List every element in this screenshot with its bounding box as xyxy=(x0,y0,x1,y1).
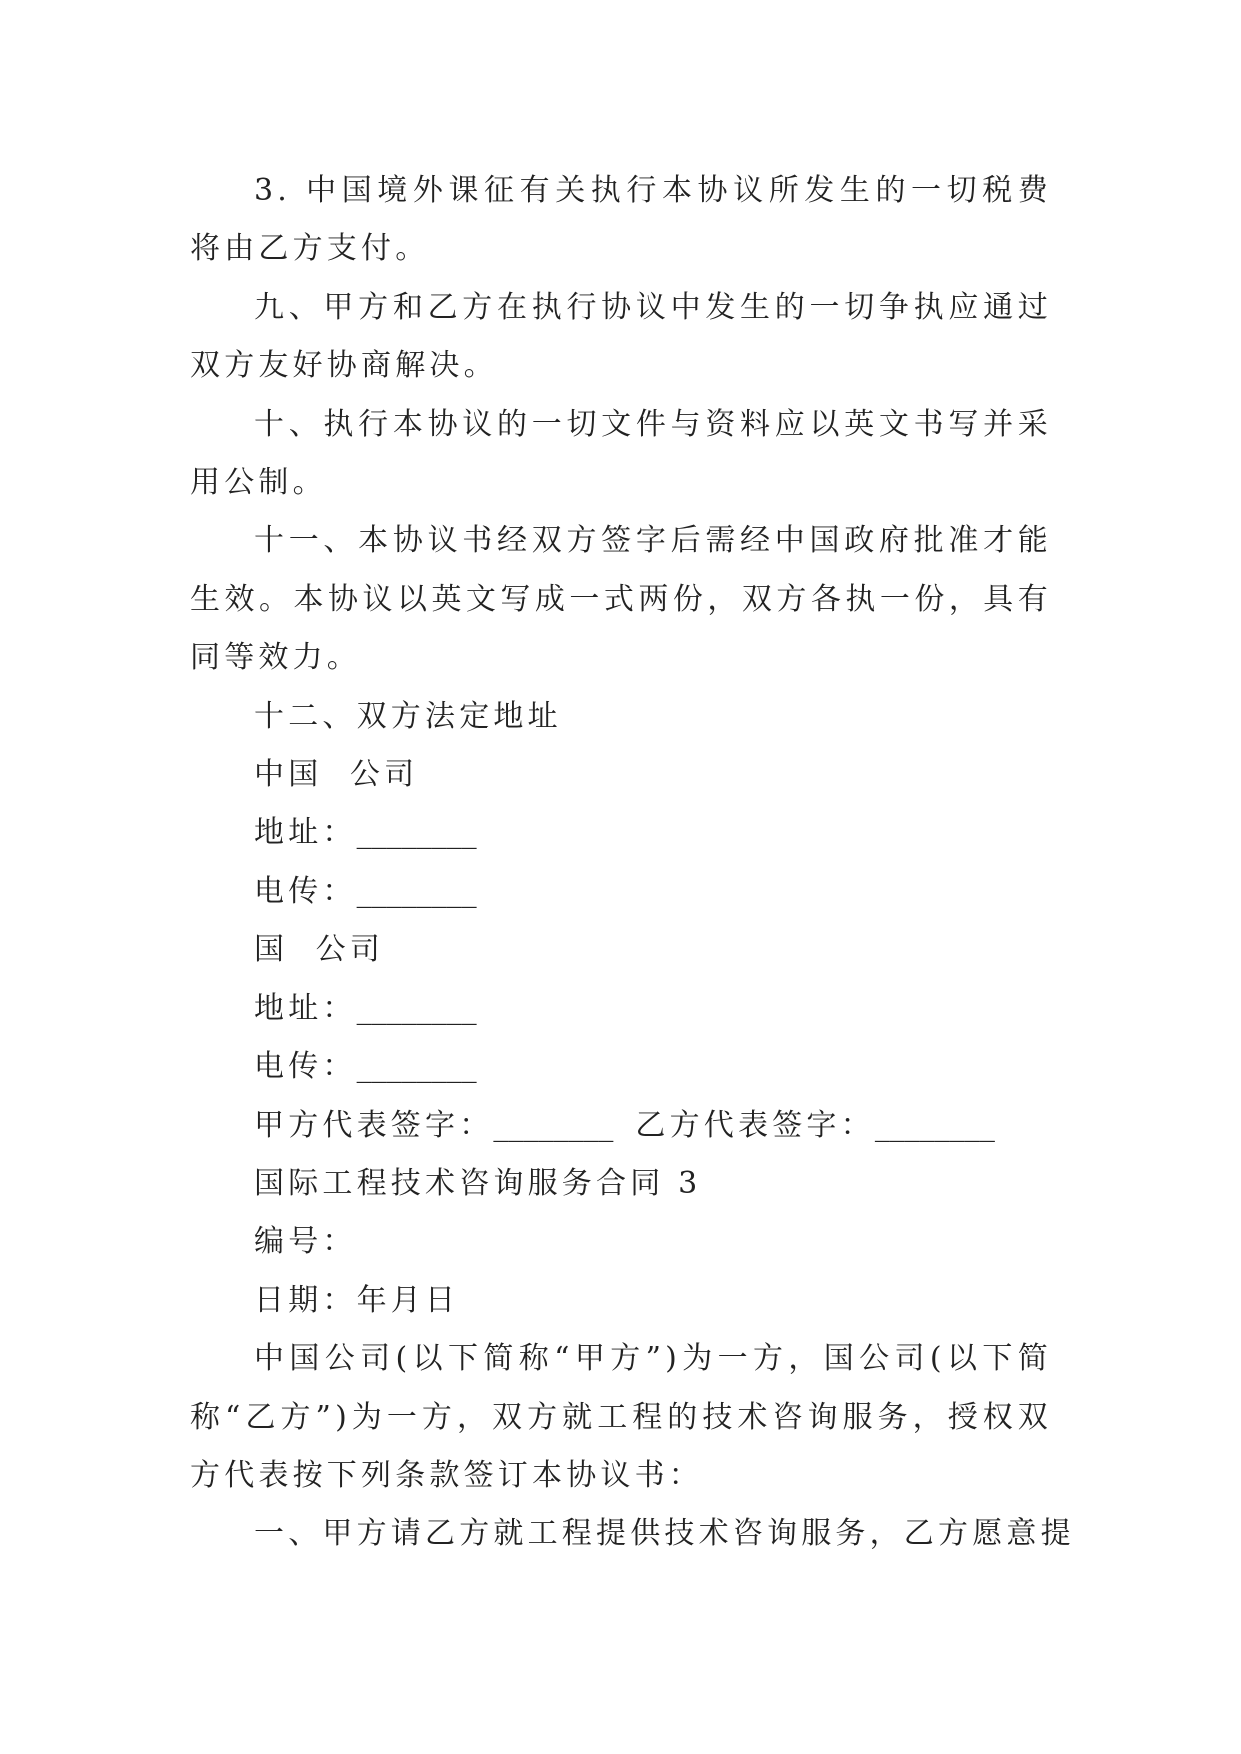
party-a-signature-blank: ________ xyxy=(493,1107,614,1143)
party-b-address-blank: ________ xyxy=(356,990,477,1026)
party-a-address-blank: ________ xyxy=(356,815,477,851)
party-b-telex-label: 电传： xyxy=(254,1049,357,1085)
contract-title: 国际工程技术咨询服务合同 3 xyxy=(254,1165,702,1201)
paragraph-disputes: 九、甲方和乙方在执行协议中发生的一切争执应通过双方友好协商解决。 xyxy=(190,289,1052,384)
party-a-telex-label: 电传： xyxy=(254,873,357,909)
party-a-telex-blank: ________ xyxy=(356,873,477,909)
paragraph-effectiveness: 十一、本协议书经双方签字后需经中国政府批准才能生效。本协议以英文写成一式两份，双方各执一份，具有同等效力。 xyxy=(190,523,1052,676)
party-a-address-line xyxy=(190,804,1052,862)
contract-number: 编号： xyxy=(254,1224,357,1260)
contract-intro: 中国公司(以下简称“甲方”)为一方，国公司(以下简称“乙方”)为一方，双方就工程的技术咨询服务，授权双方代表按下列条款签订本协议书： xyxy=(190,1341,1052,1493)
addresses-heading: 十二、双方法定地址 xyxy=(254,698,562,734)
party-a-address-label: 地址： xyxy=(254,815,357,851)
document-page xyxy=(190,162,1075,1564)
party-a-signature-label: 甲方代表签字： xyxy=(254,1107,494,1143)
party-a-telex-line xyxy=(190,863,1052,921)
party-b-signature-label: 乙方代表签字： xyxy=(635,1107,875,1143)
paragraph-language: 十、执行本协议的一切文件与资料应以英文书写并采用公制。 xyxy=(190,406,1052,501)
party-b-address-label: 地址： xyxy=(254,990,357,1026)
paragraph-tax: 3. 中国境外课征有关执行本协议所发生的一切税费将由乙方支付。 xyxy=(190,173,1052,267)
party-b-signature-blank: ________ xyxy=(874,1107,995,1143)
party-b-company: 国 公司 xyxy=(254,932,385,968)
party-b-telex-line xyxy=(190,1038,1052,1096)
party-b-telex-blank: ________ xyxy=(356,1049,477,1085)
party-b-address-line xyxy=(190,980,1052,1038)
clause-one-start: 一、甲方请乙方就工程提供技术咨询服务，乙方愿意提 xyxy=(254,1516,1075,1552)
party-a-company: 中国 公司 xyxy=(254,757,419,793)
signature-line xyxy=(190,1097,1052,1155)
contract-date: 日期：年月日 xyxy=(254,1282,460,1318)
